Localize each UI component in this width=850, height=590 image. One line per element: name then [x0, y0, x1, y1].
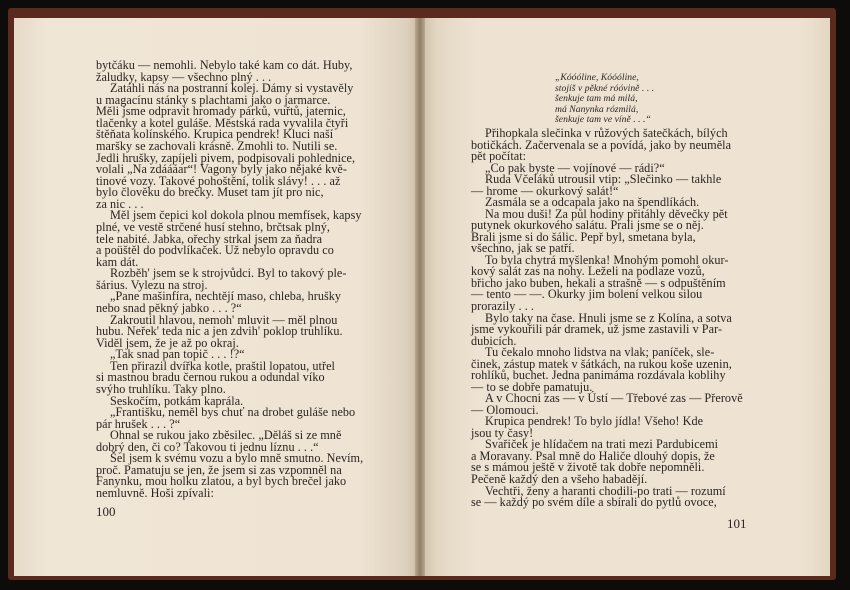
- text-line: Zasmála se a odcapala jako na špendlíkách.: [485, 195, 700, 210]
- text-line: dobrý den, či co? Takovou ti jednu líznu . . .“: [96, 439, 319, 454]
- page-number: 100: [96, 504, 116, 519]
- text-line: u magacínu stánky s plachtami jako o jarmarce.: [96, 92, 331, 107]
- text-line: — Olomouci.: [471, 402, 539, 417]
- text-line: „Františku, neměl bys chuť na drobet guláše nebo: [110, 405, 356, 419]
- text-line: kam dát.: [96, 254, 139, 269]
- text-line: Seskočím, potkám kaprála.: [110, 393, 244, 408]
- text-line: bylo člověku do brečky. Muset tam jít pro nic,: [96, 185, 324, 200]
- text-line: putynek okurkového salátu. Prali jsme se o něj.: [471, 218, 704, 233]
- text-line: Brali jsme si do šálic. Pepř byl, smetana byla,: [471, 229, 696, 244]
- text-line: Krupica pendrek! To bylo jídla! Všeho! Kde: [485, 414, 704, 429]
- text-line: Přihopkala slečinka v růžových šatečkách, bílých: [485, 126, 728, 140]
- text-line: Fanynku, mou holku zlatou, a byl bych brečel jako: [96, 474, 347, 489]
- text-line: proč. Pamatuju se jen, že jsem si zas vzpomněl na: [96, 462, 342, 477]
- text-line: tinové vozy. Takové pohoštění, tolik slávy! . . . až: [96, 173, 341, 188]
- poem-line: má Nanynka rózmilá,: [555, 103, 639, 115]
- text-line: prorazily . . .: [471, 299, 535, 313]
- text-line: a Moravany. Psal mně do Haliče dlouhý dopis, že: [471, 448, 715, 463]
- text-line: Vechtři, ženy a haranti chodili-po trati — rozumí: [485, 483, 726, 498]
- text-line: jsou ty časy!: [471, 425, 534, 440]
- text-line: Měli jsme odpravit hromady párků, vuřtů, jaternic,: [96, 104, 346, 119]
- text-line: To byla chytrá myšlenka! Mnohým pomohl okur-: [485, 252, 729, 267]
- text-line: štěňata kolínského. Krupica pendrek! Kluci naší: [96, 127, 334, 142]
- book-gutter: [415, 18, 425, 576]
- text-line: — to se dobře pamatuju.: [471, 379, 593, 394]
- text-line: Šel jsem k svému vozu a bylo mně smutno. Nevím,: [110, 451, 364, 466]
- text-line: plné, ve vestě strčené husí stehno, brčtsak plný,: [96, 219, 330, 234]
- text-line: šárius. Vylezu na stroj.: [96, 277, 208, 292]
- text-line: všechno, jak se patří.: [471, 241, 575, 256]
- text-line: za nic . . .: [96, 196, 144, 211]
- text-line: maršky se zachovali krásně. Zmohli to. Nutili se.: [96, 139, 338, 153]
- text-line: pět počítat:: [471, 149, 527, 164]
- text-line: Zakroutil hlavou, nemoh' mluvit — měl plnou: [110, 312, 338, 327]
- open-book: [8, 8, 836, 580]
- text-line: Svařiček je hlídačem na trati mezi Pardubicemi: [485, 437, 719, 452]
- page-number: 101: [727, 516, 747, 531]
- text-line: činek, zástup matek v šátkách, na rukou koše uzenin,: [471, 356, 732, 371]
- text-line: břicho jako buben, hekali a strašně — s odpuštěním: [471, 275, 726, 290]
- text-line: hubu. Neřek' teda nic a jen zdvih' poklop truhlíku.: [96, 324, 343, 339]
- text-line: bytčáku — nemohli. Nebylo také kam co dát. Huby,: [96, 58, 353, 72]
- text-line: si mastnou bradu černou rukou a odundal víko: [96, 370, 325, 385]
- text-line: „Tak snad pan topič . . . !?“: [110, 347, 245, 362]
- text-line: Viděl jsem, že je až po okraj.: [96, 335, 239, 350]
- text-line: — hrome — okurkový salát!“: [471, 183, 619, 198]
- text-line: Na mou duši! Za půl hodiny přitáhly děvečky pět: [485, 206, 728, 221]
- text-line: tlačenky a kotel guláše. Městská rada vyvalila čtyři: [96, 115, 349, 130]
- text-line: A v Chocni zas — v Ústí — Třebové zas — Přerově: [485, 391, 743, 406]
- text-line: svýho truhlíku. Taky plno.: [96, 381, 226, 396]
- text-line: dubicích.: [471, 333, 517, 348]
- text-line: Bylo taky na čase. Hnuli jsme se z Kolína, a sotva: [485, 310, 732, 325]
- text-line: Ohnal se rukou jako zběsilec. „Děláš si ze mně: [110, 428, 342, 443]
- text-line: Jedli hrušky, zapíjeli pivem, podpisovali pohlednice,: [96, 150, 356, 165]
- text-line: Tu čekalo mnoho lidstva na vlak; paníček, sle-: [485, 345, 715, 360]
- text-line: Ruda Včeláků utrousil vtip: „Slečinko — takhle: [485, 172, 722, 187]
- text-line: Ten přirazil dvířka kotle, praštil lopatou, utřel: [110, 358, 335, 373]
- text-line: volali „Na zdáááar“! Vagony byly jako nějaké kvě-: [96, 162, 347, 177]
- poem-line: „Kóóóline, Kóóóline,: [555, 72, 639, 83]
- text-line: Pečeně každý den a všeho habadějí.: [471, 471, 648, 486]
- left-page: [14, 18, 419, 576]
- text-line: Měl jsem čepici kol dokola plnou memfísek, kapsy: [110, 208, 362, 223]
- text-line: rohlíků, buchet. Jedna panimáma rozdávala koblihy: [471, 368, 726, 383]
- text-line: tele nabité. Jabka, ořechy strkal jsem za ňadra: [96, 231, 323, 246]
- text-line: a poüštěl do podvlíkaček. Už nebylo opravdu co: [96, 243, 334, 258]
- poem-line: šenkuje tam má milá,: [555, 93, 638, 104]
- text-line: — tento — —. Okurky jim bolení velkou silou: [471, 287, 703, 302]
- text-line: botičkách. Začervenala se a povídá, jako by neuměla: [471, 137, 732, 152]
- poem-line: šenkuje tam ve víně . . .“: [555, 114, 651, 125]
- text-line: nebo snad pěkný jabko . . . ?“: [96, 300, 242, 315]
- text-line: „Pane mašinfíra, nechtějí maso, chleba, hrušky: [110, 289, 342, 304]
- text-line: „Co pak byste — vojínové — rádi?“: [485, 160, 665, 175]
- text-line: kový salát zas na nohy. Leželi na podlaze vozů,: [471, 264, 705, 279]
- text-line: pár hrušek . . . ?“: [96, 416, 181, 431]
- right-page: [421, 18, 830, 576]
- text-line: nemluvně. Hoši zpívali:: [96, 486, 214, 500]
- poem-line: stojíš v pěkné róóvině . . .: [555, 82, 655, 94]
- text-line: Rozběh' jsem se k strojvůdci. Byl to takový ple-: [110, 266, 347, 281]
- text-line: žaludky, kapsy — všechno plný . . .: [96, 69, 272, 84]
- text-line: Zatáhli nás na postranní kolej. Dámy si vystavěly: [110, 81, 354, 96]
- text-line: jsme vykouřili pár dramek, už jsme zastavili v Par-: [471, 322, 723, 336]
- text-line: se — každý po svém díle a sbírali do pytlů ovoce,: [471, 495, 717, 509]
- text-line: se s mámou ještě v životě tak dobře nepomněli.: [471, 460, 705, 475]
